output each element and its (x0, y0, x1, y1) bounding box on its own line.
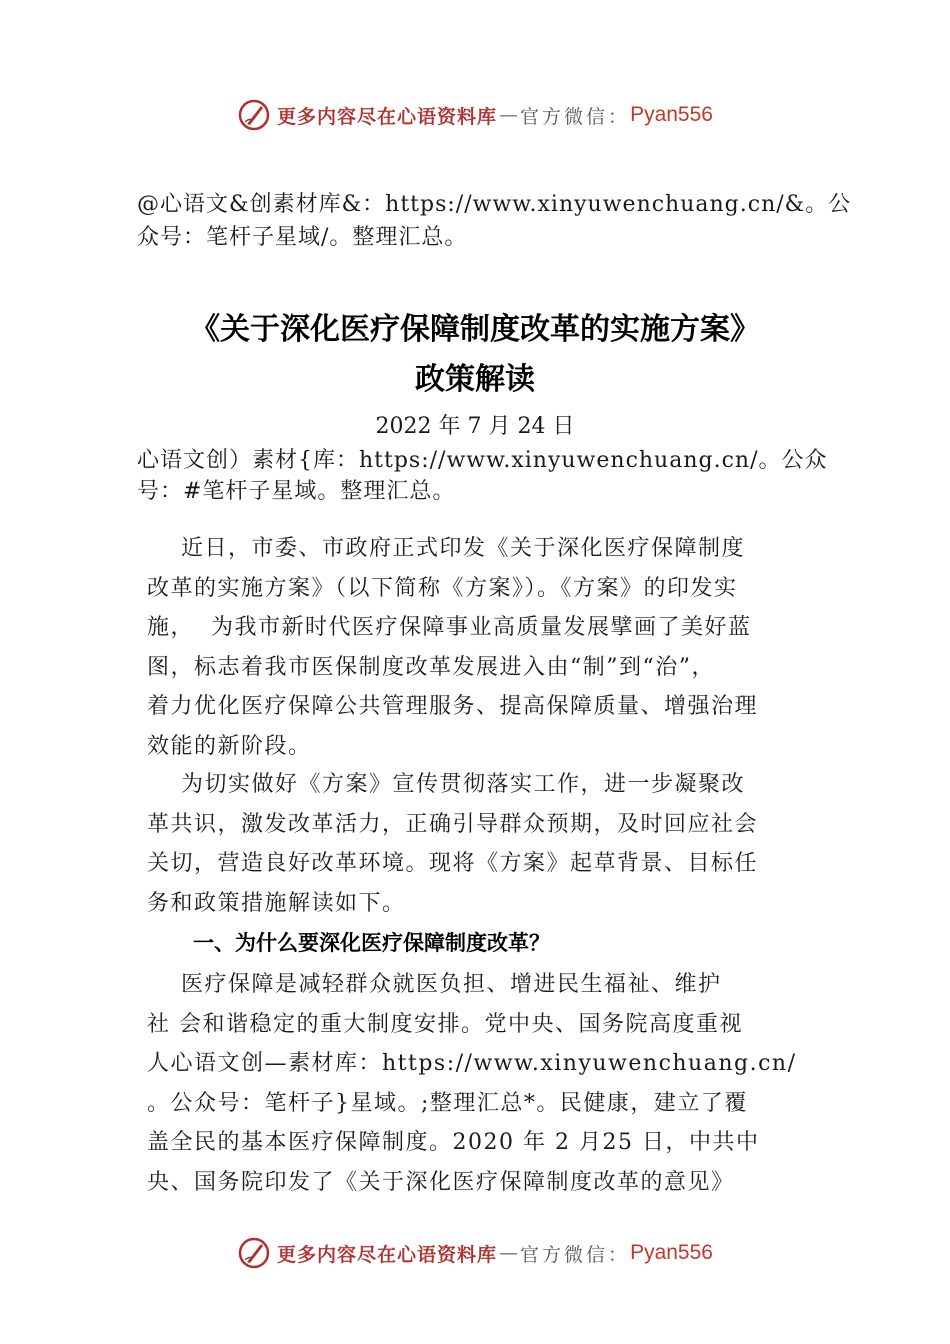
watermark-top (137, 188, 851, 254)
paragraph-background (147, 965, 797, 1202)
paragraph-line: 医疗保障是减轻群众就医负担、增进民生福祉、维护 (147, 972, 722, 997)
paragraph-line: 效能的新阶段。 (147, 733, 312, 759)
paragraph-line: 近日，市委、市政府正式印发《关于深化医疗保障制度 (147, 536, 745, 561)
paragraph-line: 为切实做好《方案》宣传贯彻落实工作，进一步凝聚改 (147, 772, 745, 797)
footer-banner (0, 1233, 950, 1273)
paragraph-line: 社 会和谐稳定的重大制度安排。党中央、国务院高度重视 (147, 1011, 743, 1037)
page-title (0, 305, 950, 405)
wechat-id: Pyan556 (630, 103, 713, 126)
paragraph-line: 央、国务院印发了《关于深化医疗保障制度改革的意见》 (147, 1169, 735, 1195)
brand-text: 更多内容尽在心语资料库 (277, 1243, 498, 1266)
wechat-id: Pyan556 (630, 1241, 713, 1264)
paragraph-line: 盖全民的基本医疗保障制度。2020 年 2 月25 日，中共中 (147, 1130, 760, 1155)
paragraph-line: 施， 为我市新时代医疗保障事业高质量发展擘画了美好蓝 (147, 615, 752, 640)
paragraph-line: 人心语文创—素材库：https://www.xinyuwenchuang.cn/ (147, 1051, 797, 1076)
banner-separator: — (499, 104, 519, 126)
watermark-mid (137, 445, 828, 507)
watermark-line: @心语文&创素材库&：https://www.xinyuwenchuang.cn/&。公 (137, 192, 852, 217)
paragraph-line: 改革的实施方案》（以下简称《方案》）。《方案》的印发实 (147, 575, 738, 601)
title-line-2: 政策解读 (415, 362, 535, 397)
watermark-line: 心语文创）素材{库：https://www.xinyuwenchuang.cn/。公众 (137, 448, 828, 473)
paragraph-purpose (147, 765, 758, 923)
banner-separator: — (499, 1242, 519, 1264)
wechat-label: 官方微信： (520, 105, 631, 128)
quill-logo-icon (237, 98, 271, 132)
paragraph-line: 。公众号：笔杆子}星域。;整理汇总*。民健康，建立了覆 (147, 1090, 748, 1116)
paragraph-line: 着力优化医疗保障公共管理服务、提高保障质量、增强治理 (147, 694, 759, 719)
watermark-line: 众号：笔杆子星域/。整理汇总。 (137, 225, 468, 250)
quill-logo-icon (237, 1236, 271, 1270)
paragraph-line: 关切，营造良好改革环境。现将《方案》起草背景、目标任 (147, 851, 759, 876)
wechat-label: 官方微信： (520, 1243, 631, 1266)
section-heading: 一、为什么要深化医疗保障制度改革？ (193, 931, 550, 955)
brand-text: 更多内容尽在心语资料库 (277, 105, 498, 128)
paragraph-line: 图，标志着我市医保制度改革发展进入由“制”到“治”， (147, 654, 715, 680)
paragraph-intro (147, 529, 758, 766)
publish-date: 2022 年 7 月 24 日 (375, 414, 575, 439)
paragraph-line: 务和政策措施解读如下。 (147, 890, 406, 916)
title-line-1: 《关于深化医疗保障制度改革的实施方案》 (190, 312, 760, 347)
header-banner (0, 95, 950, 135)
paragraph-line: 革共识，激发改革活力，正确引导群众预期，及时回应社会 (147, 811, 759, 837)
watermark-line: 号：#笔杆子星域。整理汇总。 (137, 479, 456, 504)
